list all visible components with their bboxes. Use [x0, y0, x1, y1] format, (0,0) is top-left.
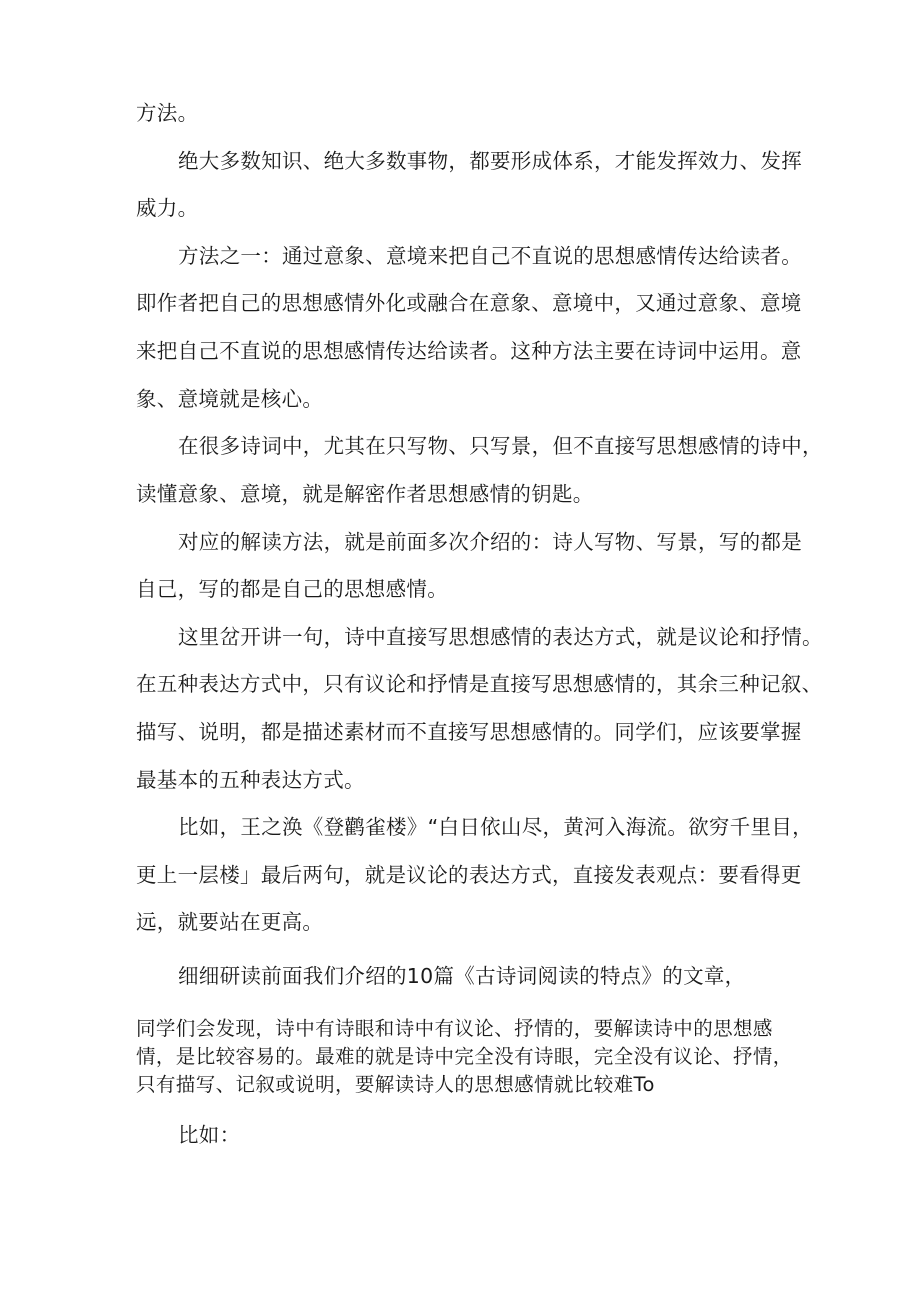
paragraph-first-line: 比如，王之涣《登鹳雀楼》“白日依山尽，黄河入海流。欲穷千里目，	[178, 815, 813, 839]
paragraph-first-line: 方法之一：通过意象、意境来把自己不直说的思想感情传达给读者。	[178, 244, 802, 268]
paragraph-first-line: 这里岔开讲一句，诗中直接写思想感情的表达方式，就是议论和抒情。	[178, 625, 823, 649]
paragraph-first-line: 绝大多数知识、绝大多数事物，都要形成体系，才能发挥效力、发挥	[178, 149, 802, 173]
paragraph-first-line: 在很多诗词中，尤其在只写物、只写景，但不直接写思想感情的诗中，	[178, 434, 823, 458]
text-line: 只有描写、记叙或说明，要解读诗人的思想感情就比较难To	[136, 1073, 655, 1096]
text-line: 威力。	[136, 196, 199, 220]
paragraph-first-line: 比如：	[178, 1123, 241, 1147]
text-line: 在五种表达方式中，只有议论和抒情是直接写思想感情的，其余三种记叙、	[136, 672, 823, 696]
text-line: 远，就要站在更高。	[136, 910, 324, 934]
text-line: 来把自己不直说的思想感情传达给读者。这种方法主要在诗词中运用。意	[136, 339, 802, 363]
text-line: 读懂意象、意境，就是解密作者思想感情的钥匙。	[136, 482, 594, 506]
text-line: 描写、说明，都是描述素材而不直接写思想感情的。同学们，应该要掌握	[136, 720, 802, 744]
text-line: 即作者把自己的思想感情外化或融合在意象、意境中，又通过意象、意境	[136, 291, 802, 315]
paragraph-first-line: 对应的解读方法，就是前面多次介绍的：诗人写物、写景，写的都是	[178, 530, 802, 554]
text-line: 自己，写的都是自己的思想感情。	[136, 577, 448, 601]
text-line: 象、意境就是核心。	[136, 387, 324, 411]
text-line: 情，是比较容易的。最难的就是诗中完全没有诗眼，完全没有议论、抒情，	[136, 1045, 793, 1068]
text-line: 同学们会发现，诗中有诗眼和诗中有议论、抒情的，要解读诗中的思想感	[136, 1017, 773, 1040]
text-line: 方法。	[136, 101, 199, 125]
paragraph-first-line: 细细研读前面我们介绍的10篇《古诗词阅读的特点》的文章，	[178, 964, 746, 988]
text-line: 最基本的五种表达方式。	[136, 768, 365, 792]
text-line: 更上一层楼」最后两句，就是议论的表达方式，直接发表观点：要看得更	[136, 863, 802, 887]
